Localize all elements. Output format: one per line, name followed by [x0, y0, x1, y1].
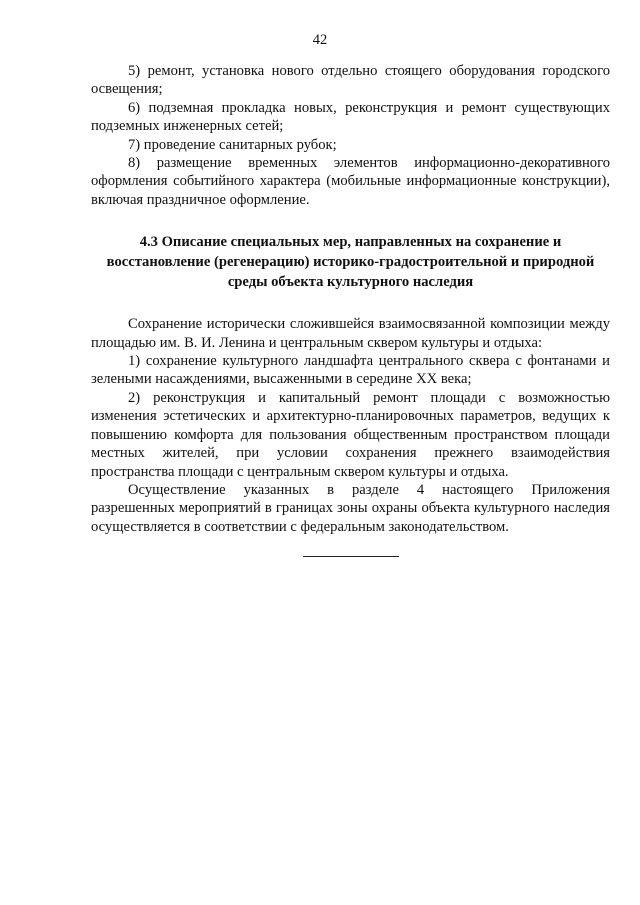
paragraph: Сохранение исторически сложившейся взаимосвязанной композиции между площадью им. В. И. Ленина и центральным сквером культуры и отдыха: [91, 316, 610, 351]
list-item: 5) ремонт, установка нового отдельно стоящего оборудования городского освещения; [91, 63, 610, 98]
section-heading-line: среды объекта культурного наследия [227, 274, 474, 291]
section-heading-line: 4.3 Описание специальных мер, направленных на сохранение и [139, 234, 562, 251]
paragraph: Осуществление указанных в разделе 4 настоящего Приложения разрешенных мероприятий в границах зоны охраны объекта культурного наследия осуществляется в соответствии с федеральным законодательством. [91, 481, 610, 535]
list-item: 6) подземная прокладка новых, реконструкция и ремонт существующих подземных инженерных сетей; [91, 99, 610, 135]
list-item: 1) сохранение культурного ландшафта центрального сквера с фонтанами и зелеными насаждениями, высаженными в середине XX века; [91, 353, 610, 388]
list-item: 2) реконструкция и капитальный ремонт площади с возможностью изменения эстетических и архитектурно-планировочных параметров, ведущих к повышению комфорта для пользования общественным пространством площади местных жителей, при условии сохранения прежнего взаимодействия пространства площади с центральным сквером культуры и отдыха. [91, 389, 610, 480]
document-body [91, 62, 610, 557]
section-heading [91, 232, 610, 292]
list-item: 7) проведение санитарных рубок; [128, 136, 337, 153]
end-rule [303, 556, 399, 557]
section-heading-line: восстановление (регенерацию) историко-градостроительной и природной [106, 254, 595, 271]
page-number: 42 [312, 32, 328, 48]
list-item: 8) размещение временных элементов информационно-декоративного оформления событийного характера (мобильные информационные конструкции), включая праздничное оформление. [91, 155, 610, 208]
